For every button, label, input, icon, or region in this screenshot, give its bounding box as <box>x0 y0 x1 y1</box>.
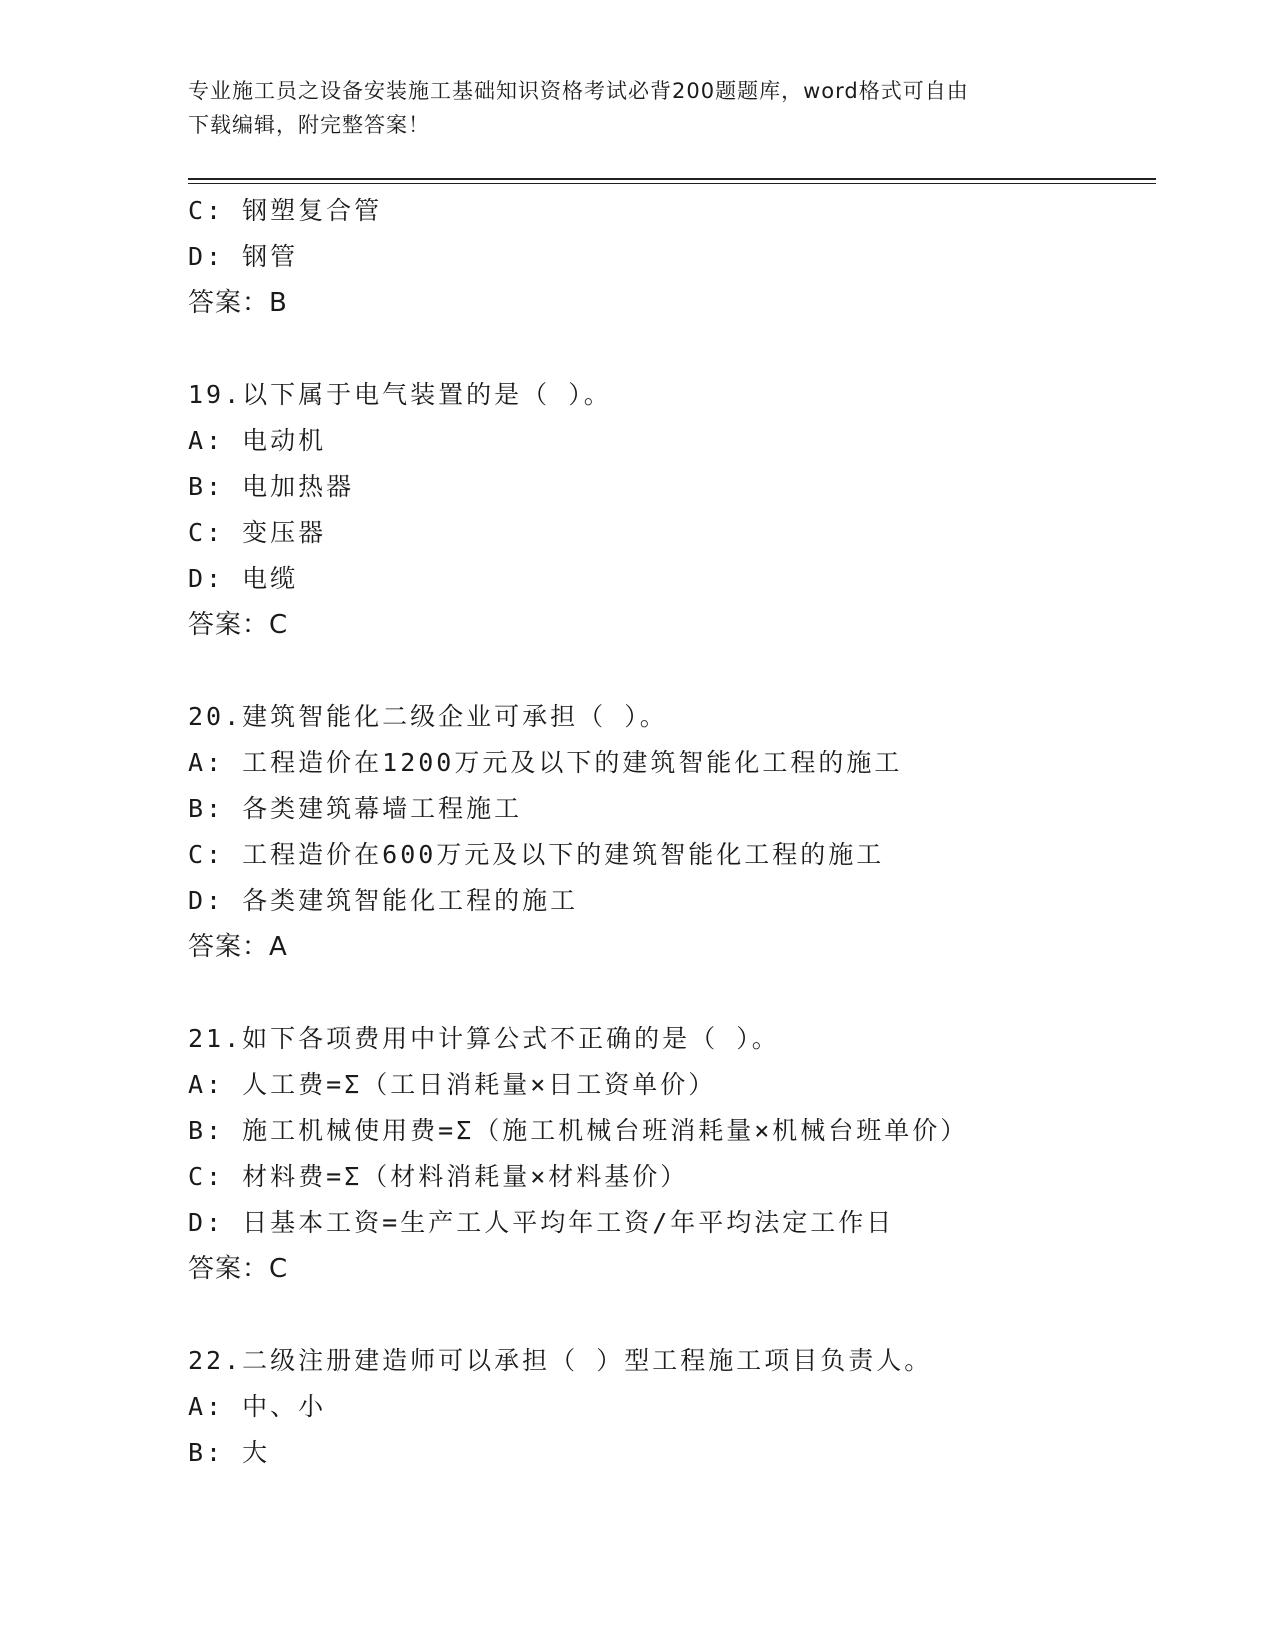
answer-label: 答案：A <box>188 932 288 962</box>
answer-label: 答案：C <box>188 610 289 640</box>
option-a: A: 中、小 <box>188 1392 327 1421</box>
option-a: A: 工程造价在1200万元及以下的建筑智能化工程的施工 <box>188 748 903 777</box>
question-stem: 19.以下属于电气装置的是（ ）。 <box>188 380 612 409</box>
question-list <box>188 188 1168 1476</box>
option-a: A: 人工费=Σ（工日消耗量×日工资单价） <box>188 1070 717 1099</box>
header-line-1: 专业施工员之设备安装施工基础知识资格考试必背200题题库，word格式可自由 <box>188 79 969 103</box>
option-a: A: 电动机 <box>188 426 327 455</box>
question-18-tail <box>188 188 1168 326</box>
option-b: B: 各类建筑幕墙工程施工 <box>188 794 523 823</box>
option-c: C: 材料费=Σ（材料消耗量×材料基价） <box>188 1162 689 1191</box>
question-19 <box>188 372 1168 648</box>
option-d: D: 日基本工资=生产工人平均年工资/年平均法定工作日 <box>188 1208 895 1237</box>
header-divider-thin <box>188 183 1156 184</box>
header-divider-thick <box>188 178 1156 180</box>
question-22 <box>188 1338 1168 1476</box>
question-stem: 21.如下各项费用中计算公式不正确的是（ ）。 <box>188 1024 780 1053</box>
option-c: C: 变压器 <box>188 518 327 547</box>
spacer <box>188 648 1168 694</box>
answer-label: 答案：B <box>188 288 288 318</box>
option-d: D: 钢管 <box>188 242 299 271</box>
spacer <box>188 326 1168 372</box>
question-21 <box>188 1016 1168 1292</box>
option-d: D: 各类建筑智能化工程的施工 <box>188 886 579 915</box>
option-b: B: 大 <box>188 1438 271 1467</box>
question-20 <box>188 694 1168 970</box>
question-stem: 20.建筑智能化二级企业可承担（ ）。 <box>188 702 668 731</box>
option-d: D: 电缆 <box>188 564 299 593</box>
option-b: B: 施工机械使用费=Σ（施工机械台班消耗量×机械台班单价） <box>188 1116 969 1145</box>
answer-label: 答案：C <box>188 1254 289 1284</box>
spacer <box>188 1292 1168 1338</box>
option-c: C: 钢塑复合管 <box>188 196 383 225</box>
option-b: B: 电加热器 <box>188 472 355 501</box>
document-header <box>188 74 1088 142</box>
question-stem: 22.二级注册建造师可以承担（ ）型工程施工项目负责人。 <box>188 1346 933 1375</box>
header-line-2: 下载编辑，附完整答案！ <box>188 113 430 137</box>
spacer <box>188 970 1168 1016</box>
option-c: C: 工程造价在600万元及以下的建筑智能化工程的施工 <box>188 840 885 869</box>
